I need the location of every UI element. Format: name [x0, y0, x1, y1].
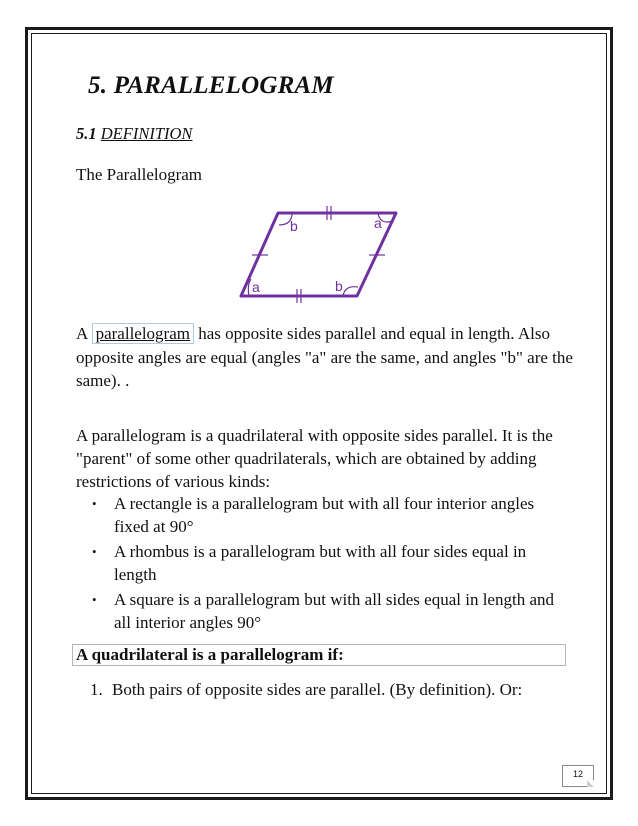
- angle-label-bottom-left: a: [252, 279, 260, 295]
- subtitle-number: 5.1: [76, 124, 97, 143]
- list-item: [90, 678, 560, 701]
- page-number-box: [562, 765, 594, 787]
- list-item: • A square is a parallelogram but with all sides equal in length and all interior angles 90°: [92, 588, 562, 634]
- paragraph-quadrilateral: A parallelogram is a quadrilateral with opposite sides parallel. It is the "parent" of some other quadrilaterals, which are obtained by adding restrictions of various kinds:: [76, 426, 553, 491]
- paragraph-definition: [76, 322, 576, 393]
- angle-label-bottom-right: b: [335, 278, 343, 294]
- bullet-list: [92, 492, 562, 636]
- para1-rest: has opposite sides parallel and equal in length. Also opposite angles are equal (angles "a" are the same, and angles "b" are the same). .: [76, 324, 573, 390]
- para1-prefix: A: [76, 324, 88, 343]
- page-title: 5. PARALLELOGRAM: [88, 72, 334, 99]
- boxed-heading: A quadrilateral is a parallelogram if:: [72, 644, 566, 666]
- lead-text: The Parallelogram: [76, 165, 203, 184]
- angle-label-top-left: b: [290, 218, 298, 234]
- subtitle-word: DEFINITION: [100, 124, 193, 143]
- numbered-list: [90, 678, 560, 701]
- list-item: • A rhombus is a parallelogram but with all four sides equal in length: [92, 540, 562, 586]
- list-text: Both pairs of opposite sides are parallel. (By definition). Or:: [112, 680, 523, 699]
- list-number: 1.: [90, 680, 103, 699]
- parallelogram-link[interactable]: parallelogram: [92, 323, 194, 344]
- page-fold-icon: [587, 780, 594, 787]
- section-subtitle: [76, 124, 192, 144]
- angle-label-top-right: a: [374, 215, 382, 231]
- parallelogram-figure: [230, 203, 410, 303]
- tick-marks: [252, 206, 385, 303]
- page-number: 12: [572, 769, 583, 779]
- list-item: • A rectangle is a parallelogram but with all four interior angles fixed at 90°: [92, 492, 562, 538]
